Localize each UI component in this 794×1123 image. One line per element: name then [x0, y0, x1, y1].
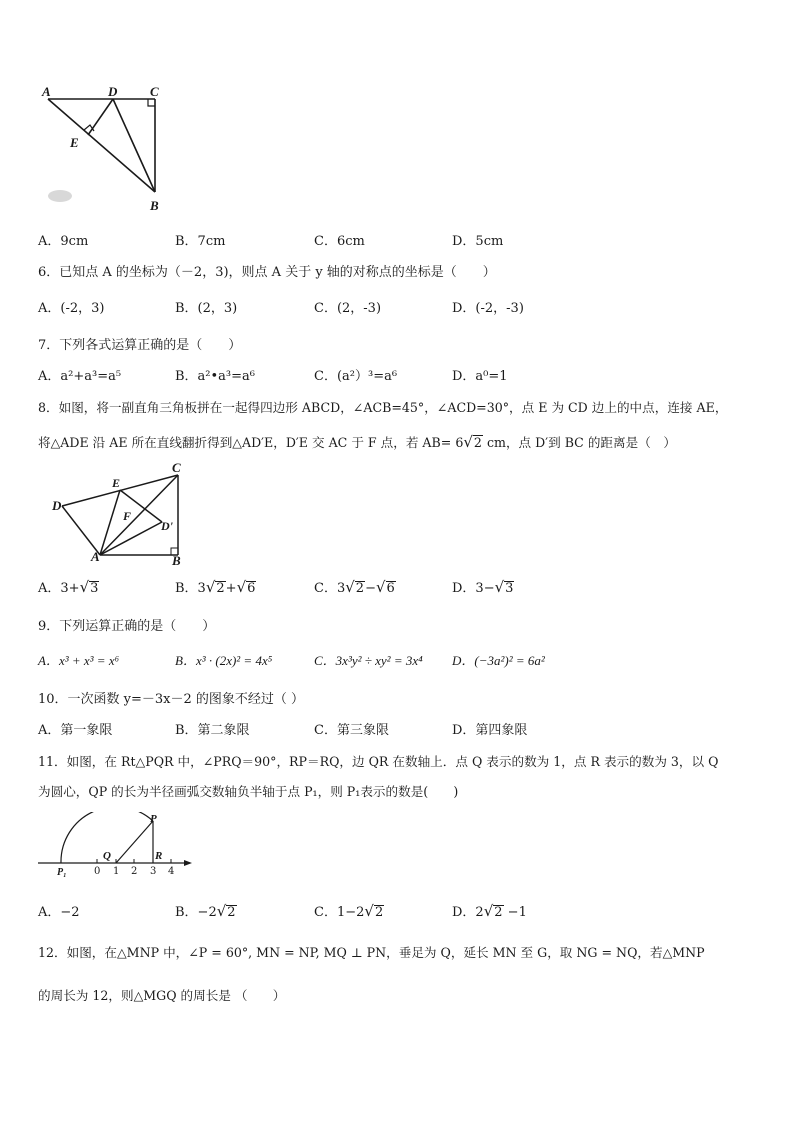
- q12-question-line1: 12．如图，在△MNP 中，∠P = 60°, MN = NP, MQ ⊥ PN，垂足为 Q，延长 MN 至 G，取 NG = NQ，若△MNP: [38, 945, 705, 960]
- fig8-label-D: D: [52, 498, 62, 513]
- q9-question-text: 9．下列运算正确的是（ ）: [38, 619, 216, 634]
- fig11-label-P: P: [150, 813, 157, 825]
- q8-option-a-prefix: A．3+: [38, 581, 80, 596]
- fig1-label-B: B: [150, 198, 159, 213]
- q8-option-c-radicand1: 2: [355, 581, 365, 596]
- q8-option-a[interactable]: [38, 577, 99, 596]
- q11-option-b-prefix: B．−2: [175, 905, 217, 920]
- q7-option-c[interactable]: C．(a²）³=a⁶: [314, 369, 398, 384]
- q9-option-d[interactable]: D．(−3a²)² = 6a²: [452, 653, 545, 668]
- q11-option-b[interactable]: [175, 901, 237, 920]
- sqrt-symbol: √: [236, 578, 247, 596]
- q8-option-b-radicand1: 2: [216, 581, 225, 596]
- tick-label-3: 3: [150, 866, 157, 877]
- q8-option-c-radicand2: 6: [386, 581, 395, 596]
- q5-option-c[interactable]: C．6cm: [314, 234, 365, 249]
- q11-option-c[interactable]: [314, 901, 384, 920]
- q6-option-b[interactable]: B．(2，3): [175, 301, 238, 316]
- fig1-label-D: D: [108, 84, 118, 99]
- fig1-label-C: C: [150, 84, 159, 99]
- q5-option-d[interactable]: D．5cm: [452, 234, 504, 249]
- sqrt-symbol: √: [483, 902, 494, 920]
- q6-option-d[interactable]: D．(-2，-3): [452, 301, 524, 316]
- q8-line2-part-a: 将△ADE 沿 AE 所在直线翻折得到△AD′E，D′E 交 AC 于 F 点，若 AB= 6: [38, 435, 464, 450]
- q11-option-c-prefix: C．1−2: [314, 905, 365, 920]
- q8-sqrt-value: 2: [473, 435, 482, 450]
- q8-question-line1: 8．如图，将一副直角三角板拼在一起得四边形 ABCD，∠ACB=45°，∠ACD=30°，点 E 为 CD 边上的中点，连接 AE，: [38, 400, 728, 415]
- q8-option-d-prefix: D．3−: [452, 581, 495, 596]
- q8-option-b[interactable]: [175, 577, 256, 596]
- q8-option-b-prefix: B．3: [175, 581, 206, 596]
- q7-option-d[interactable]: D．a⁰=1: [452, 369, 508, 384]
- q7-question-text: 7．下列各式运算正确的是（ ）: [38, 338, 242, 353]
- q9-option-b[interactable]: B．x³ · (2x)² = 4x⁵: [175, 653, 273, 668]
- q8-option-b-radicand2: 6: [247, 581, 256, 596]
- fig8-label-A: A: [91, 549, 100, 564]
- q10-option-b[interactable]: B．第二象限: [175, 723, 250, 738]
- q11-option-d-prefix: D．2: [452, 905, 484, 920]
- q6-option-a[interactable]: A．(-2，3): [38, 301, 105, 316]
- fig11-label-Q: Q: [103, 850, 111, 862]
- sqrt-symbol: √: [79, 578, 90, 596]
- fig1-label-A: A: [42, 84, 51, 99]
- q9-option-c[interactable]: C．3x³y² ÷ xy² = 3x⁴: [314, 653, 423, 668]
- q8-option-b-op: +: [225, 581, 237, 596]
- q11-option-d-radicand: 2: [494, 905, 503, 920]
- q11-option-d[interactable]: [452, 901, 527, 920]
- fig8-label-D-prime: D': [161, 519, 173, 533]
- q8-option-c-op: −: [365, 581, 376, 596]
- q7-option-a[interactable]: A．a²+a³=a⁵: [38, 369, 122, 384]
- q8-option-d-radicand: 3: [505, 581, 514, 596]
- sqrt-symbol: √: [364, 902, 374, 920]
- q5-option-b[interactable]: B．7cm: [175, 234, 226, 249]
- sqrt-symbol: √: [375, 578, 386, 596]
- tick-label-4: 4: [168, 866, 175, 877]
- fig8-label-E: E: [112, 476, 121, 490]
- q9-option-a[interactable]: A．x³ + x³ = x⁶: [38, 653, 120, 668]
- q10-option-d[interactable]: D．第四象限: [452, 723, 528, 738]
- q8-line2-part-b: cm，点 D′到 BC 的距离是（ ）: [486, 435, 676, 450]
- tick-label-0: 0: [94, 866, 101, 877]
- q10-option-a[interactable]: A．第一象限: [38, 723, 113, 738]
- sqrt-symbol: √: [494, 578, 505, 596]
- fig8-label-B: B: [172, 553, 181, 568]
- q11-question-line1: 11．如图，在 Rt△PQR 中，∠PRQ＝90°，RP＝RQ，边 QR 在数轴上．点 Q 表示的数为 1，点 R 表示的数为 3，以 Q: [38, 754, 719, 769]
- sqrt-symbol: √: [216, 902, 227, 920]
- q8-question-line2: [38, 432, 676, 451]
- q5-option-a[interactable]: A．9cm: [38, 234, 89, 249]
- q11-option-a[interactable]: A．−2: [38, 905, 80, 920]
- q6-option-c[interactable]: C．(2，-3): [314, 301, 382, 316]
- q7-option-b[interactable]: B．a²•a³=a⁶: [175, 369, 255, 384]
- sqrt-symbol: √: [463, 433, 473, 451]
- q10-option-c[interactable]: C．第三象限: [314, 723, 389, 738]
- sqrt-symbol: √: [205, 578, 216, 596]
- tick-label-2: 2: [131, 866, 138, 877]
- q8-option-d[interactable]: [452, 577, 514, 596]
- q10-question-text: 10．一次函数 y=－3x－2 的图象不经过（ ）: [38, 692, 305, 707]
- fig8-label-F: F: [123, 509, 132, 523]
- fig1-label-E: E: [70, 135, 79, 150]
- sqrt-symbol: √: [345, 578, 355, 596]
- q11-question-line2: 为圆心，QP 的长为半径画弧交数轴负半轴于点 P₁，则 P₁表示的数是( ): [38, 784, 459, 799]
- q8-option-a-radicand: 3: [90, 581, 99, 596]
- fig8-label-C: C: [172, 460, 181, 475]
- q11-option-b-radicand: 2: [227, 905, 236, 920]
- tick-label-1: 1: [113, 866, 120, 877]
- fig11-label-P1: P₁: [57, 867, 67, 878]
- q11-option-c-radicand: 2: [374, 905, 384, 920]
- triangle-figure-abcde: [40, 84, 170, 216]
- q8-option-c-prefix: C．3: [314, 581, 346, 596]
- q6-question-text: 6．已知点 A 的坐标为（－2，3)，则点 A 关于 y 轴的对称点的坐标是（ ）: [38, 265, 496, 280]
- q11-option-d-suffix: −1: [503, 905, 527, 920]
- q8-option-c[interactable]: [314, 577, 396, 596]
- fig11-label-R: R: [155, 850, 163, 862]
- q12-question-line2: 的周长为 12，则△MGQ 的周长是 （ ）: [38, 988, 286, 1003]
